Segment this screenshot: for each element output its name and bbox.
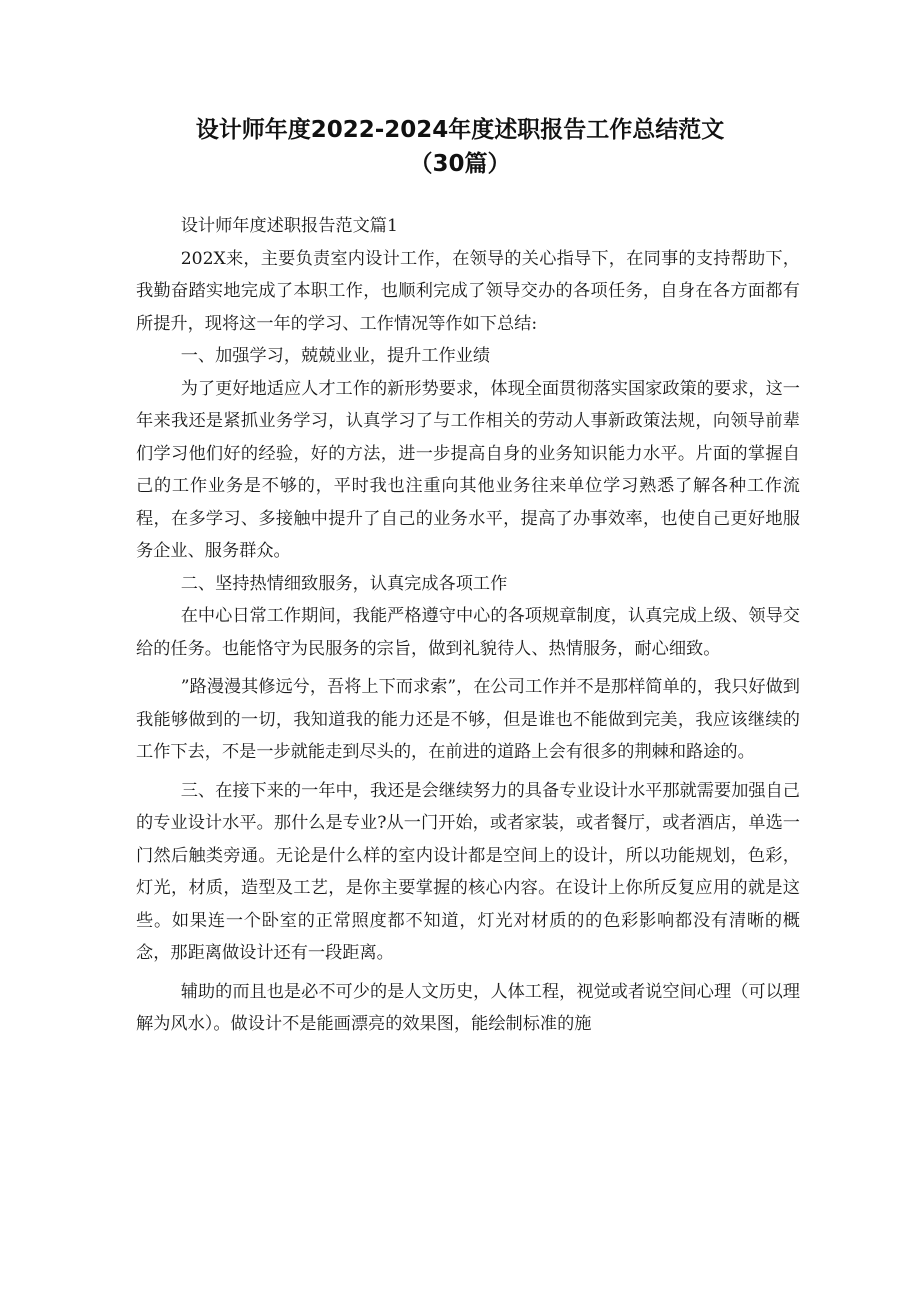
paragraph: 在中心日常工作期间，我能严格遵守中心的各项规章制度，认真完成上级、领导交给的任务。也能恪守为民服务的宗旨，做到礼貌待人、热情服务，耐心细致。: [136, 606, 800, 659]
subheading: 一、加强学习，兢兢业业，提升工作业绩: [180, 346, 491, 366]
paragraph: 为了更好地适应人才工作的新形势要求，体现全面贯彻落实国家政策的要求，这一年来我还是紧抓业务学习，认真学习了与工作相关的劳动人事新政策法规，向领导前辈们学习他们好的经验，好的方法，进一步提高自身的业务知识能力水平。片面的掌握自己的工作业务是不够的，平时我也注重向其他业务往来单位学习熟悉了解各种工作流程，在多学习、多接触中提升了自己的业务水平，提高了办事效率，也使自己更好地服务企业、服务群众。: [136, 378, 800, 561]
paragraph: ”路漫漫其修远兮，吾将上下而求索”，在公司工作并不是那样简单的，我只好做到我能够做到的一切，我知道我的能力还是不够，但是谁也不能做到完美，我应该继续的工作下去，不是一步就能走到尽头的，在前进的道路上会有很多的荆棘和路途的。: [136, 677, 800, 762]
subheading: 二、坚持热情细致服务，认真完成各项工作: [180, 573, 508, 594]
document-title: 设计师年度2022-2024年度述职报告工作总结范文: [195, 117, 725, 143]
section-heading: 设计师年度述职报告范文篇1: [180, 216, 398, 236]
paragraph: 202X来，主要负责室内设计工作，在领导的关心指导下，在同事的支持帮助下，我勤奋踏实地完成了本职工作，也顺利完成了领导交办的各项任务，自身在各方面都有所提升，现将这一年的学习、工作情况等作如下总结:: [136, 248, 800, 334]
paragraph: 三、在接下来的一年中，我还是会继续努力的具备专业设计水平那就需要加强自己的专业设计水平。那什么是专业?从一门开始，或者家装，或者餐厅，或者酒店，单选一门然后触类旁通。无论是什么样的室内设计都是空间上的设计，所以功能规划，色彩，灯光，材质，造型及工艺，是你主要掌握的核心内容。在设计上你所反复应用的就是这些。如果连一个卧室的正常照度都不知道，灯光对材质的的色彩影响都没有清晰的概念，那距离做设计还有一段距离。: [136, 780, 800, 963]
document-title-count: （30篇）: [409, 151, 511, 177]
document-body: [136, 210, 800, 1041]
paragraph: 辅助的而且也是必不可少的是人文历史，人体工程，视觉或者说空间心理（可以理解为风水）。做设计不是能画漂亮的效果图，能绘制标准的施: [136, 981, 800, 1034]
